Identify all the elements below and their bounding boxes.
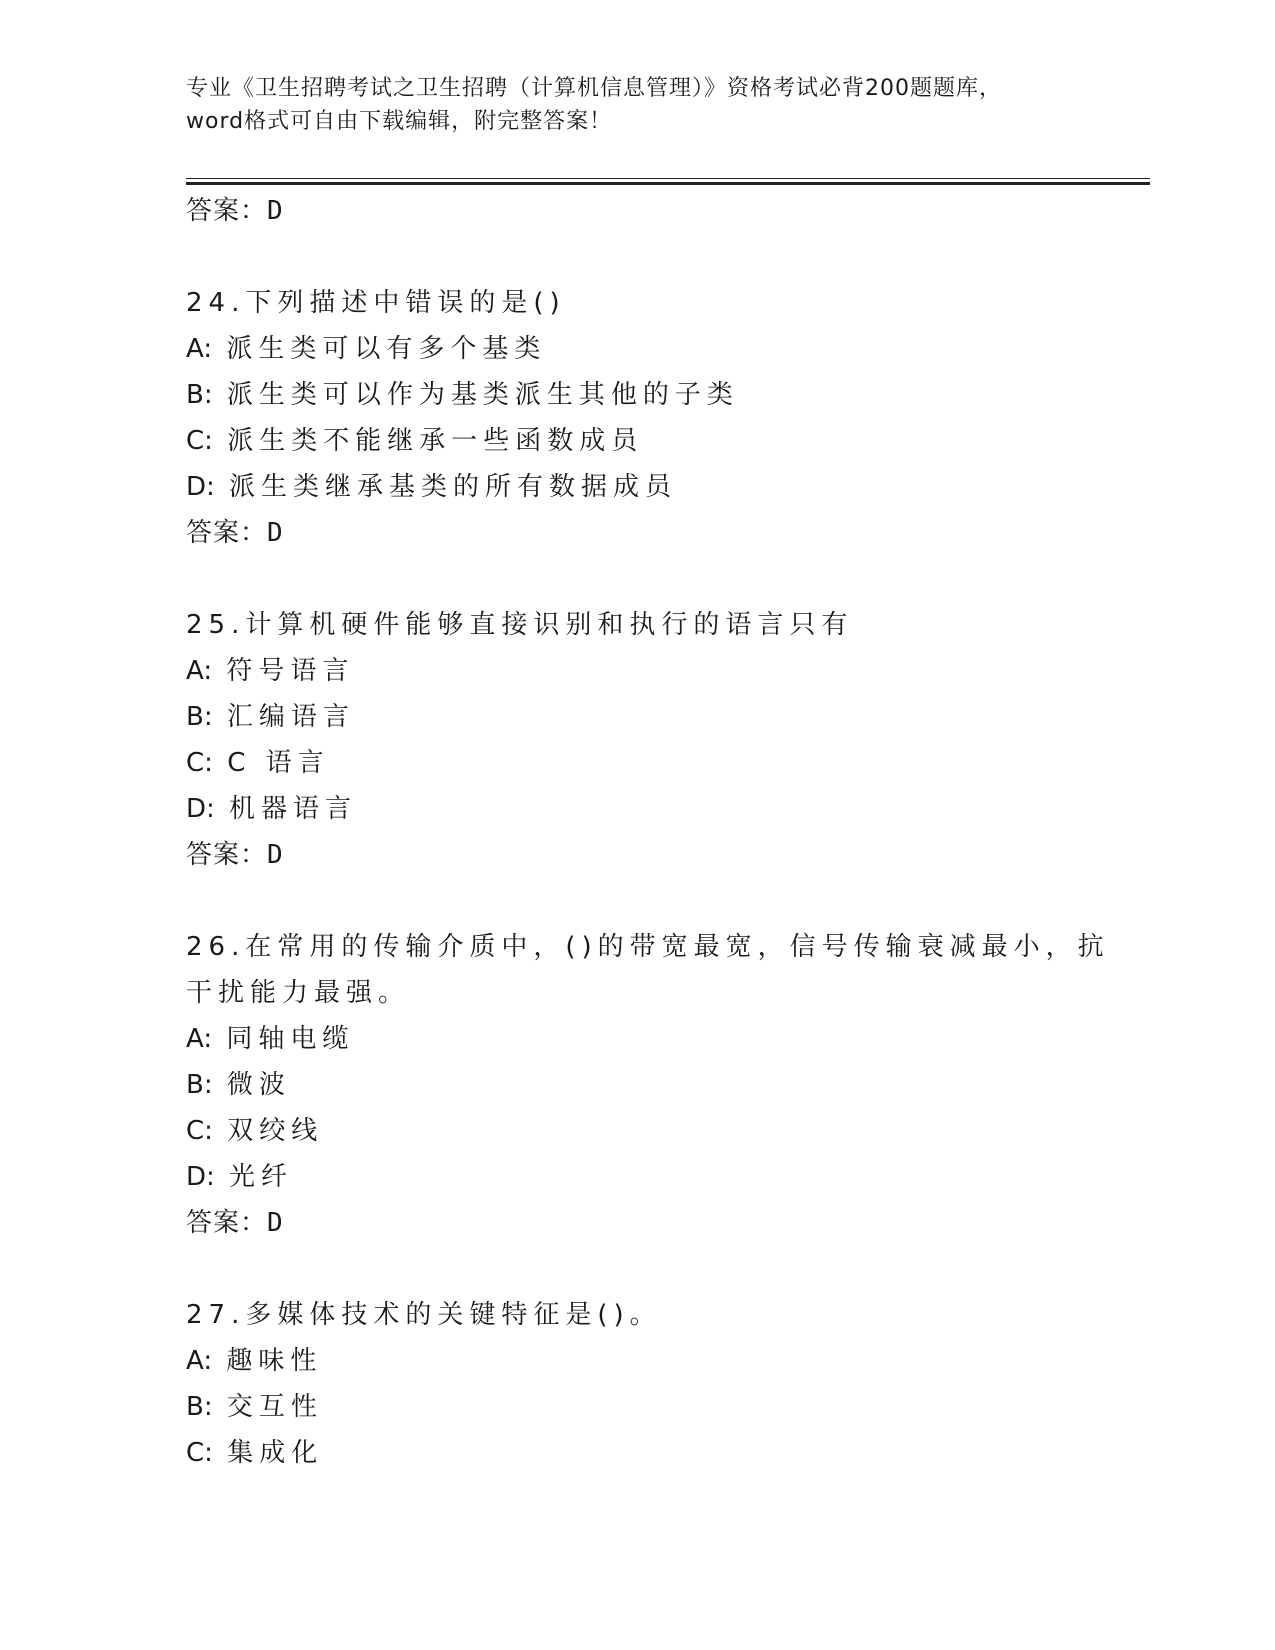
answer-line xyxy=(186,1200,1116,1246)
question-stem: 25.计算机硬件能够直接识别和执行的语言只有 xyxy=(186,610,854,640)
option-text: 派生类可以有多个基类 xyxy=(226,334,547,364)
document-body xyxy=(186,188,1116,1476)
option-c xyxy=(186,740,1116,786)
option-text: 集成化 xyxy=(227,1438,324,1468)
option-b xyxy=(186,694,1116,740)
question-stem: 26.在常用的传输介质中，()的带宽最宽，信号传输衰减最小，抗干扰能力最强。 xyxy=(186,932,1110,1008)
option-b xyxy=(186,1384,1116,1430)
answer-label: 答案： xyxy=(186,840,268,870)
option-text: 符号语言 xyxy=(226,656,355,686)
option-text: 趣味性 xyxy=(226,1346,323,1376)
option-text: 派生类可以作为基类派生其他的子类 xyxy=(226,380,739,410)
answer-line xyxy=(186,188,1116,234)
option-letter: B: xyxy=(186,702,213,732)
option-letter: A: xyxy=(186,1024,213,1054)
option-text: 同轴电缆 xyxy=(226,1024,355,1054)
option-letter: C: xyxy=(186,1438,213,1468)
option-a xyxy=(186,648,1116,694)
header-rule-thick xyxy=(186,182,1150,185)
answer-line xyxy=(186,832,1116,878)
option-a xyxy=(186,1016,1116,1062)
header-title-line-1: 专业《卫生招聘考试之卫生招聘（计算机信息管理）》资格考试必背200题题库， xyxy=(186,76,1002,101)
option-letter: D: xyxy=(186,1162,215,1192)
option-text: C 语言 xyxy=(227,748,330,778)
option-text: 双绞线 xyxy=(227,1116,324,1146)
option-a xyxy=(186,1338,1116,1384)
answer-value: D xyxy=(267,196,284,226)
option-text: 微波 xyxy=(226,1070,291,1100)
option-letter: D: xyxy=(186,794,215,824)
option-text: 派生类不能继承一些函数成员 xyxy=(227,426,644,456)
option-text: 派生类继承基类的所有数据成员 xyxy=(229,472,678,502)
option-d xyxy=(186,786,1116,832)
header-rule-thin xyxy=(186,178,1150,179)
option-d xyxy=(186,464,1116,510)
question-26 xyxy=(186,924,1116,1246)
option-b xyxy=(186,372,1116,418)
answer-value: D xyxy=(267,518,284,548)
option-letter: B: xyxy=(186,1392,213,1422)
option-text: 光纤 xyxy=(229,1162,294,1192)
option-letter: A: xyxy=(186,656,213,686)
question-stem: 27.多媒体技术的关键特征是()。 xyxy=(186,1300,662,1330)
option-c xyxy=(186,1108,1116,1154)
answer-line xyxy=(186,510,1116,556)
option-text: 汇编语言 xyxy=(226,702,355,732)
answer-label: 答案： xyxy=(186,1208,268,1238)
option-letter: B: xyxy=(186,380,213,410)
option-text: 机器语言 xyxy=(229,794,358,824)
option-c xyxy=(186,1430,1116,1476)
question-25 xyxy=(186,602,1116,878)
option-letter: C: xyxy=(186,748,213,778)
question-stem: 24.下列描述中错误的是() xyxy=(186,288,566,318)
option-a xyxy=(186,326,1116,372)
option-d xyxy=(186,1154,1116,1200)
answer-value: D xyxy=(267,840,284,870)
option-c xyxy=(186,418,1116,464)
option-letter: C: xyxy=(186,1116,213,1146)
answer-label: 答案： xyxy=(186,518,268,548)
option-letter: D: xyxy=(186,472,215,502)
option-letter: C: xyxy=(186,426,213,456)
option-b xyxy=(186,1062,1116,1108)
option-letter: B: xyxy=(186,1070,213,1100)
document-header xyxy=(186,72,1116,138)
option-letter: A: xyxy=(186,334,213,364)
question-27 xyxy=(186,1292,1116,1476)
answer-label: 答案： xyxy=(186,196,268,226)
answer-value: D xyxy=(267,1208,284,1238)
header-title-line-2: word格式可自由下载编辑，附完整答案！ xyxy=(186,109,613,134)
option-text: 交互性 xyxy=(226,1392,323,1422)
option-letter: A: xyxy=(186,1346,213,1376)
question-24 xyxy=(186,280,1116,556)
